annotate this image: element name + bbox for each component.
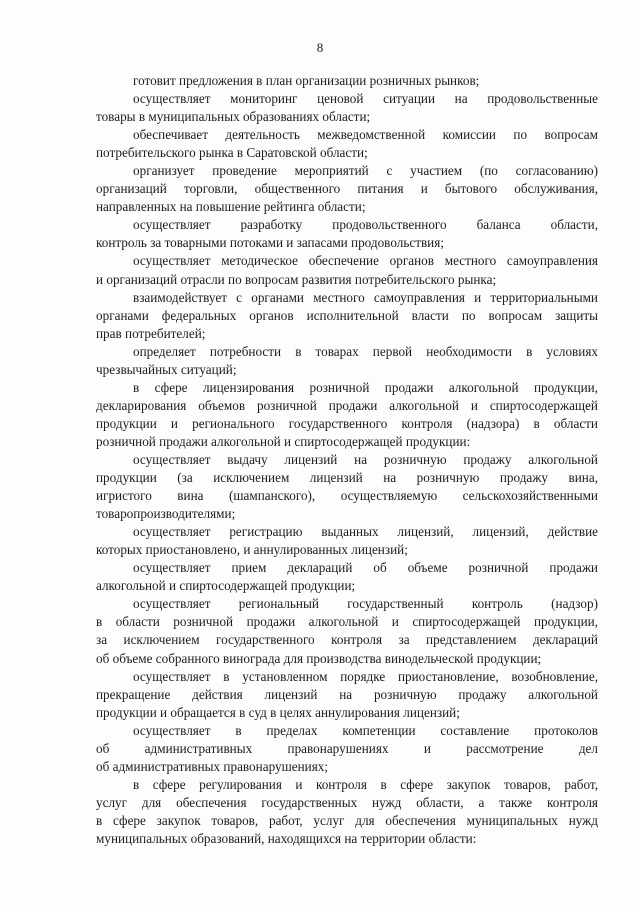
text-line: об объеме собранного винограда для производства винодельческой продукции;: [96, 650, 542, 666]
text-line: взаимодействует с органами местного самоуправления и территориальными: [133, 289, 598, 305]
text-line: в области розничной продажи алкогольной и спиртосодержащей продукции,: [96, 614, 598, 630]
text-line: розничной продажи алкогольной и спиртосодержащей продукции:: [96, 433, 471, 449]
body-text: [96, 72, 598, 848]
text-line: декларирования объемов розничной продажи алкогольной и спиртосодержащей: [96, 397, 598, 413]
text-line: направленных на повышение рейтинга области;: [96, 199, 366, 215]
text-line: об административных правонарушениях и рассмотрение дел: [96, 740, 598, 756]
text-line: осуществляет разработку продовольственного баланса области,: [133, 217, 598, 233]
text-line: товаропроизводителями;: [96, 506, 236, 522]
text-line: продукции и обращается в суд в целях аннулирования лицензий;: [96, 704, 460, 720]
text-line: прав потребителей;: [96, 325, 206, 341]
text-line: осуществляет регистрацию выданных лицензий, лицензий, действие: [133, 524, 598, 540]
text-line: продукции и регионального государственного контроля (надзора) в области: [96, 415, 598, 431]
text-line: в сфере закупок товаров, работ, услуг для обеспечения муниципальных нужд: [96, 812, 598, 828]
text-line: органами федеральных органов исполнительной власти по вопросам защиты: [96, 307, 598, 323]
text-line: организует проведение мероприятий с участием (по согласованию): [133, 163, 598, 179]
text-line: организаций торговли, общественного питания и бытового обслуживания,: [96, 181, 598, 197]
text-line: определяет потребности в товарах первой необходимости в условиях: [133, 343, 598, 359]
text-line: осуществляет прием деклараций об объеме розничной продажи: [133, 560, 598, 576]
text-line: прекращение действия лицензий на розничную продажу алкогольной: [96, 686, 598, 702]
text-line: готовит предложения в план организации розничных рынков;: [133, 73, 480, 88]
text-line: продукции (за исключением лицензий на розничную продажу вина,: [96, 470, 598, 486]
text-line: чрезвычайных ситуаций;: [96, 361, 237, 377]
text-line: за исключением государственного контроля за представлением деклараций: [96, 632, 598, 648]
text-line: в сфере лицензирования розничной продажи алкогольной продукции,: [133, 379, 598, 395]
text-line: которых приостановлено, и аннулированных лицензий;: [96, 542, 408, 558]
text-line: об административных правонарушениях;: [96, 758, 329, 774]
text-line: услуг для обеспечения государственных нужд области, а также контроля: [96, 794, 598, 810]
text-line: контроль за товарными потоками и запасами продовольствия;: [96, 235, 444, 251]
text-line: осуществляет методическое обеспечение органов местного самоуправления: [133, 253, 598, 269]
text-line: осуществляет в установленном порядке приостановление, возобновление,: [133, 668, 598, 684]
text-line: в сфере регулирования и контроля в сфере закупок товаров, работ,: [133, 776, 598, 792]
text-line: обеспечивает деятельность межведомственной комиссии по вопросам: [133, 127, 598, 143]
text-line: игристого вина (шампанского), осуществляемую сельскохозяйственными: [96, 488, 598, 504]
text-line: осуществляет в пределах компетенции составление протоколов: [133, 722, 598, 738]
text-line: осуществляет мониторинг ценовой ситуации на продовольственные: [133, 91, 598, 107]
text-line: товары в муниципальных образованиях области;: [96, 109, 371, 125]
page-number: 8: [316, 40, 324, 55]
text-line: осуществляет региональный государственный контроль (надзор): [133, 596, 598, 612]
text-line: осуществляет выдачу лицензий на розничную продажу алкогольной: [133, 451, 598, 467]
text-line: муниципальных образований, находящихся на территории области:: [96, 830, 477, 846]
text-line: и организаций отрасли по вопросам развития потребительского рынка;: [96, 271, 497, 287]
text-line: потребительского рынка в Саратовской области;: [96, 145, 368, 161]
text-line: алкогольной и спиртосодержащей продукции;: [96, 578, 356, 594]
